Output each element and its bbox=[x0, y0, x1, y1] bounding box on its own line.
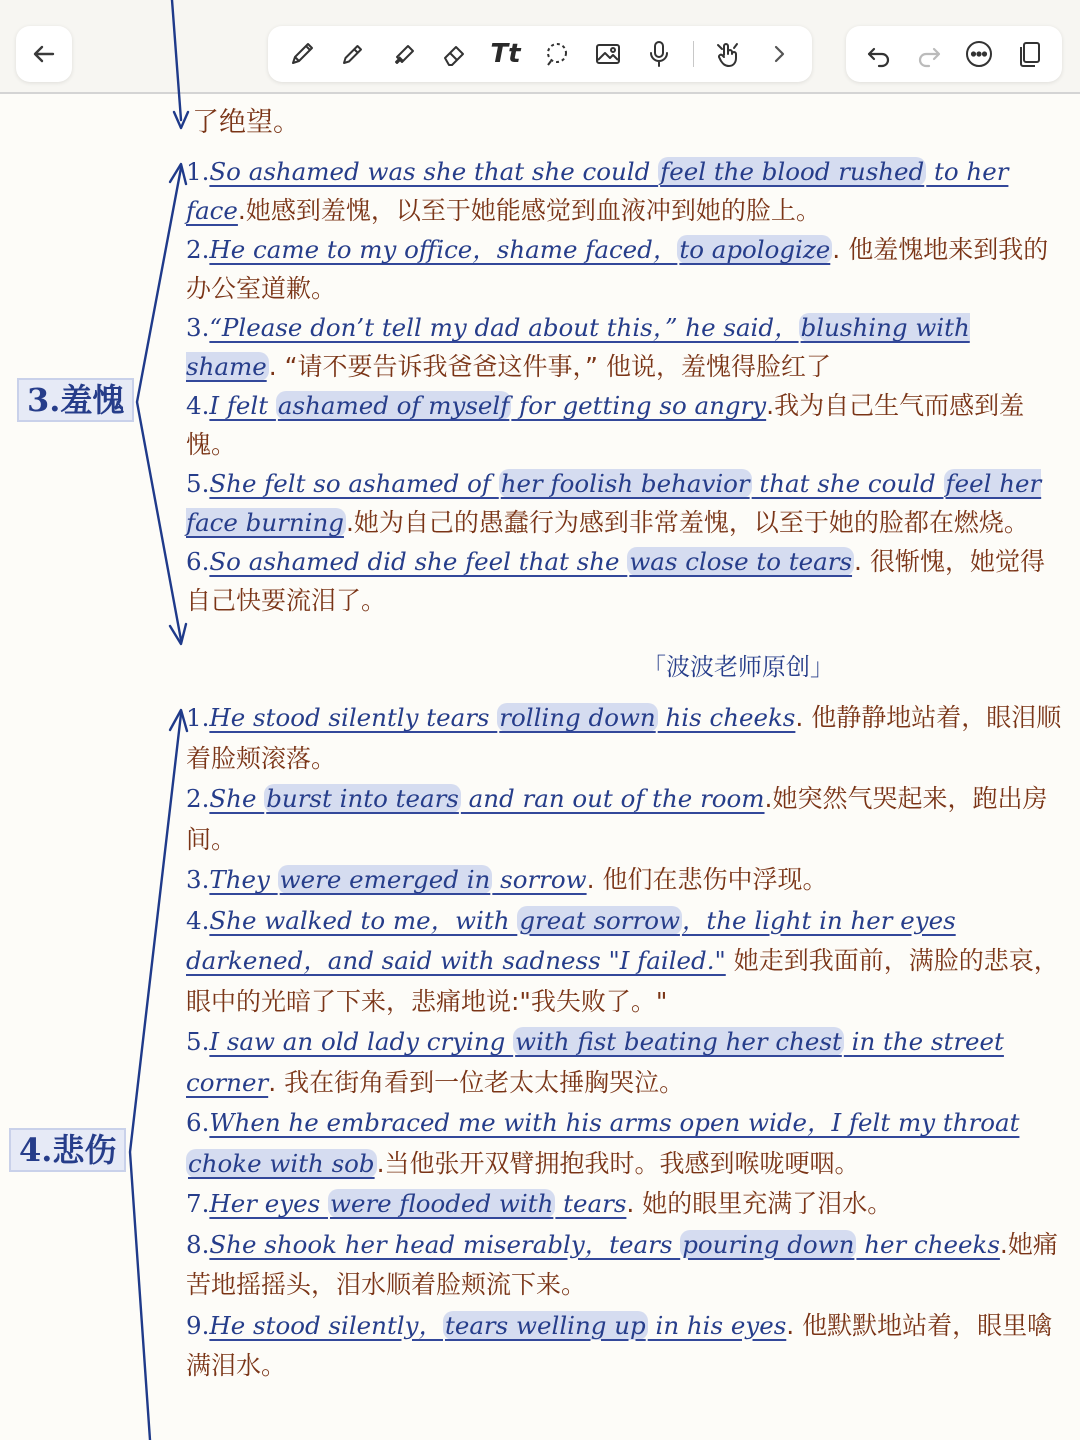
arrow-bracket-section-4 bbox=[130, 714, 181, 1440]
english-sentence bbox=[209, 1311, 786, 1340]
sentence-fragment: They bbox=[209, 865, 278, 894]
chinese-translation: . 他羞愧地来到我的办公室道歉。 bbox=[186, 235, 1049, 303]
note-item bbox=[186, 1306, 1066, 1387]
chinese-translation: . “请不要告诉我爸爸这件事，” 他说，羞愧得脸红了 bbox=[268, 352, 831, 381]
chinese-translation: . 他默默地站着，眼里噙满泪水。 bbox=[186, 1310, 1053, 1380]
highlighted-phrase: was close to tears bbox=[629, 547, 853, 576]
english-sentence bbox=[209, 1189, 626, 1218]
highlighted-phrase: feel her face burning bbox=[186, 469, 1042, 537]
sentence-fragment: “Please don’t tell my dad about this，” he said， bbox=[209, 313, 799, 342]
english-sentence bbox=[209, 784, 764, 813]
sentence-fragment: So ashamed did she feel that she bbox=[209, 547, 628, 576]
item-number: 6. bbox=[186, 1108, 210, 1137]
section-heading-sadness: 4.悲伤 bbox=[9, 1128, 126, 1172]
sentence-fragment: in the street corner bbox=[186, 1027, 1004, 1097]
highlighted-phrase: feel the blood rushed bbox=[660, 157, 925, 186]
item-number: 5. bbox=[186, 469, 210, 498]
note-item bbox=[186, 542, 1066, 620]
text-tool-icon[interactable]: Tt bbox=[490, 39, 521, 69]
arrow-line-top bbox=[172, 0, 181, 120]
item-number: 3. bbox=[186, 865, 210, 894]
sentence-fragment: her cheeks bbox=[856, 1229, 1000, 1259]
highlighted-phrase: choke with sob bbox=[188, 1148, 375, 1178]
item-number: 1. bbox=[186, 703, 210, 732]
sentence-fragment: So ashamed was she that she could bbox=[209, 157, 659, 186]
sentence-fragment: She walked to me，with bbox=[209, 905, 518, 935]
note-item bbox=[186, 860, 1066, 901]
highlighted-phrase: blushing with shame bbox=[186, 313, 970, 381]
english-sentence bbox=[209, 235, 832, 264]
sentence-fragment: tears bbox=[555, 1189, 627, 1218]
item-number: 4. bbox=[186, 391, 210, 420]
sentence-fragment: I saw an old lady crying bbox=[209, 1027, 514, 1056]
note-item bbox=[186, 779, 1066, 860]
chinese-translation: .她突然气哭起来，跑出房间。 bbox=[186, 784, 1048, 854]
highlighted-phrase: ashamed of myself bbox=[277, 391, 510, 420]
sentence-fragment: ，the light in her eyes darkened，and said with sadness "I failed." bbox=[186, 905, 956, 975]
chinese-translation: .我为自己生气而感到羞愧。 bbox=[186, 391, 1025, 459]
sentence-fragment: He came to my office，shame faced， bbox=[209, 235, 678, 264]
chinese-translation: .当他张开双臂拥抱我时。我感到喉咙哽咽。 bbox=[376, 1148, 860, 1178]
note-item bbox=[186, 1022, 1066, 1103]
highlighted-phrase: rolling down bbox=[499, 703, 656, 732]
highlighted-phrase: burst into tears bbox=[266, 784, 459, 813]
note-item bbox=[186, 230, 1066, 308]
sentence-fragment: She bbox=[209, 784, 265, 813]
sentence-fragment: She shook her head miserably，tears bbox=[209, 1229, 681, 1259]
sentence-fragment: sorrow bbox=[492, 865, 587, 894]
note-item bbox=[186, 308, 1066, 386]
highlighted-phrase: were flooded with bbox=[329, 1189, 554, 1218]
item-number: 6. bbox=[186, 547, 210, 576]
highlighted-phrase: with fist beating her chest bbox=[515, 1027, 842, 1056]
sentence-fragment: his cheeks bbox=[657, 703, 796, 732]
sentence-fragment: He stood silently， bbox=[209, 1310, 443, 1340]
note-item bbox=[186, 386, 1066, 464]
chinese-translation: . 她的眼里充满了泪水。 bbox=[626, 1189, 893, 1218]
english-sentence bbox=[209, 865, 586, 894]
english-sentence bbox=[209, 703, 795, 732]
section-heading-shame: 3.羞愧 bbox=[17, 378, 134, 422]
english-sentence bbox=[209, 547, 854, 576]
section-sadness-notes bbox=[186, 698, 1066, 1387]
english-sentence bbox=[209, 1230, 1000, 1259]
note-item bbox=[186, 901, 1066, 1023]
item-number: 2. bbox=[186, 235, 210, 264]
sentence-fragment: to her face bbox=[186, 157, 1009, 225]
sentence-fragment: that she could bbox=[751, 469, 944, 498]
credit-label: 「波波老师原创」 bbox=[642, 653, 834, 681]
note-item bbox=[186, 152, 1066, 230]
section-shame-notes bbox=[186, 152, 1066, 620]
sentence-fragment: in his eyes bbox=[647, 1310, 787, 1340]
chinese-translation: . 我在街角看到一位老太太捶胸哭泣。 bbox=[268, 1067, 685, 1097]
chinese-translation: . 很惭愧，她觉得自己快要流泪了。 bbox=[186, 547, 1045, 615]
chinese-translation: .她痛苦地摇摇头，泪水顺着脸颊流下来。 bbox=[186, 1229, 1058, 1299]
highlighted-phrase: were emerged in bbox=[279, 865, 491, 894]
note-item bbox=[186, 1225, 1066, 1306]
chinese-translation: .她感到羞愧，以至于她能感觉到血液冲到她的脸上。 bbox=[237, 196, 821, 225]
chinese-translation: 她走到我面前，满脸的悲哀，眼中的光暗了下来，悲痛地说:"我失败了。" bbox=[186, 946, 1059, 1016]
chinese-translation: . 他静静地站着，眼泪顺着脸颊滚落。 bbox=[186, 703, 1062, 773]
sentence-fragment: for getting so angry bbox=[511, 391, 767, 420]
highlighted-phrase: to apologize bbox=[679, 235, 831, 264]
highlighted-phrase: great sorrow bbox=[519, 905, 680, 935]
highlighted-phrase: pouring down bbox=[682, 1229, 855, 1259]
highlighted-phrase: her foolish behavior bbox=[500, 469, 750, 498]
note-item bbox=[186, 1103, 1066, 1184]
item-number: 2. bbox=[186, 784, 210, 813]
chinese-translation: .她为自己的愚蠢行为感到非常羞愧，以至于她的脸都在燃烧。 bbox=[345, 508, 1029, 537]
sentence-fragment: I felt bbox=[209, 391, 276, 420]
item-number: 7. bbox=[186, 1189, 210, 1218]
note-item bbox=[186, 1184, 1066, 1225]
note-item bbox=[186, 464, 1066, 542]
chinese-translation: . 他们在悲伤中浮现。 bbox=[586, 865, 828, 894]
continuation-text: 了绝望。 bbox=[192, 107, 300, 138]
sentence-fragment: and ran out of the room bbox=[460, 784, 765, 813]
item-number: 3. bbox=[186, 313, 210, 342]
item-number: 5. bbox=[186, 1027, 210, 1056]
english-sentence bbox=[209, 391, 766, 420]
highlighted-phrase: tears welling up bbox=[444, 1310, 646, 1340]
item-number: 4. bbox=[186, 905, 210, 935]
item-number: 8. bbox=[186, 1229, 210, 1259]
arrow-bracket-section-3 bbox=[137, 168, 181, 640]
item-number: 1. bbox=[186, 157, 210, 186]
sentence-fragment: She felt so ashamed of bbox=[209, 469, 499, 498]
item-number: 9. bbox=[186, 1310, 210, 1340]
sentence-fragment: Her eyes bbox=[209, 1189, 328, 1218]
sentence-fragment: When he embraced me with his arms open wide，I felt my throat bbox=[209, 1108, 1020, 1137]
note-item bbox=[186, 698, 1066, 779]
sentence-fragment: He stood silently tears bbox=[209, 703, 498, 732]
